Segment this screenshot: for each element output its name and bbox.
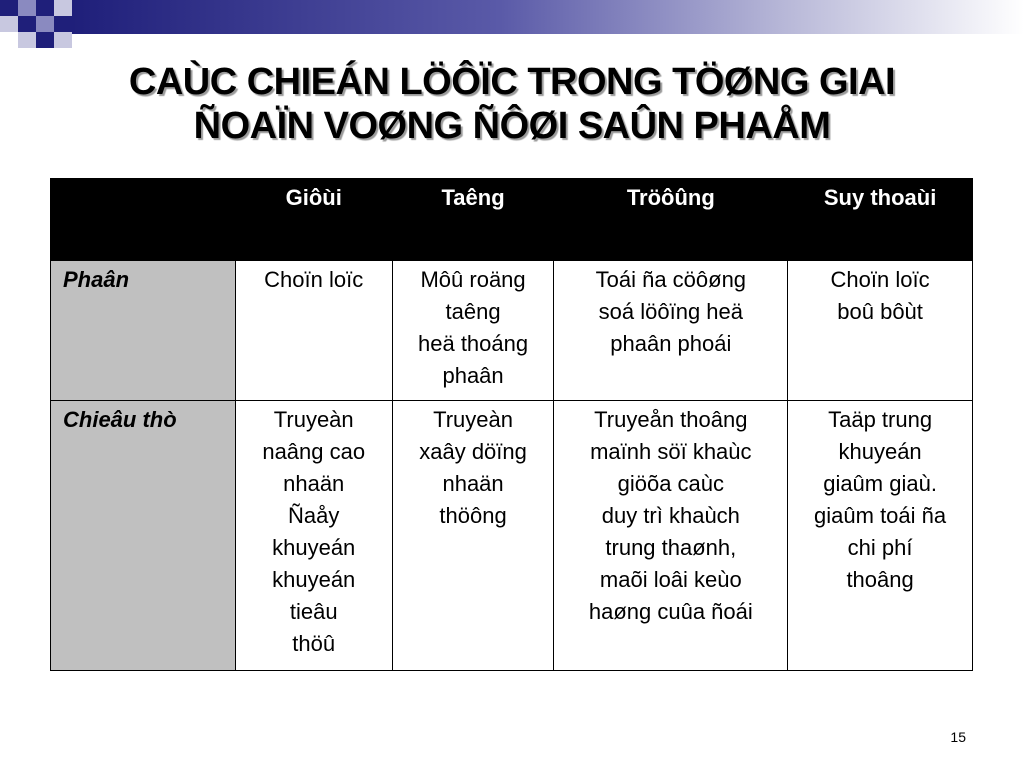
corner-decoration [0, 0, 1024, 64]
cell-line: Truyeån thoâng [594, 407, 748, 432]
decor-square [54, 32, 72, 48]
cell-line: Truyeàn [433, 407, 513, 432]
cell-line: thöû [292, 631, 336, 656]
decor-square [0, 0, 18, 16]
cell-line: tieâu [289, 599, 338, 624]
header-cell-suy-thoai: Suy thoaùi [788, 179, 973, 261]
row-label-phaan: Phaân [51, 261, 236, 401]
cell-line: duy trì khaùch [601, 503, 740, 528]
cell-line: khuyeán [272, 535, 356, 560]
table-cell [392, 401, 554, 671]
header-cell-gioi: Giôùi [235, 179, 392, 261]
cell-line: Choïn loïc [830, 267, 930, 292]
cell-line: phaân phoái [610, 331, 732, 356]
slide-number: 15 [950, 729, 966, 745]
decor-square [18, 16, 36, 32]
header-cell-empty [51, 179, 236, 261]
slide-title [40, 60, 984, 148]
table-cell [788, 261, 973, 401]
cell-line: maõi loâi keùo [599, 567, 742, 592]
cell-line: naâng cao [262, 439, 366, 464]
cell-line: Môû roäng [420, 267, 526, 292]
table-header-row [51, 179, 973, 261]
decor-square [0, 16, 18, 32]
table-cell [554, 401, 788, 671]
table-cell [788, 401, 973, 671]
table-cell [392, 261, 554, 401]
cell-line: nhaän [442, 471, 504, 496]
cell-line: Choïn loïc [264, 267, 364, 292]
cell-line: giaûm giaù. [823, 471, 937, 496]
cell-line: chi phí [847, 535, 913, 560]
table-cell [554, 261, 788, 401]
header-cell-taeng: Taêng [392, 179, 554, 261]
cell-line: Taäp trung [828, 407, 933, 432]
cell-line: giöõa caùc [617, 471, 725, 496]
cell-line: haøng cuûa ñoái [588, 599, 753, 624]
decor-square [18, 0, 36, 16]
cell-line: Truyeàn [273, 407, 354, 432]
header-cell-truong: Tröôûng [554, 179, 788, 261]
cell-line: soá löôïng heä [598, 299, 743, 324]
decor-square [36, 0, 54, 16]
slide-title-line-2: ÑOAÏN VOØNG ÑÔØI SAÛN PHAÅM [193, 105, 831, 147]
cell-line: heä thoáng [418, 331, 529, 356]
cell-line: xaây döïng [419, 439, 527, 464]
decor-square [36, 16, 54, 32]
cell-line: Ñaåy [288, 503, 340, 528]
table-row [51, 401, 973, 671]
top-gradient-bar [72, 0, 1024, 34]
slide-title-line-1: CAÙC CHIEÁN LÖÔÏC TRONG TÖØNG GIAI [128, 61, 896, 103]
decor-square [36, 32, 54, 48]
cell-line: giaûm toái ña [814, 503, 947, 528]
strategy-table [50, 178, 973, 671]
cell-line: khuyeán [838, 439, 922, 464]
cell-line: phaân [442, 363, 504, 388]
table-cell [235, 261, 392, 401]
cell-line: trung thaønh, [605, 535, 737, 560]
decor-square [54, 16, 72, 32]
cell-line: thoâng [846, 567, 914, 592]
decor-square [54, 0, 72, 16]
table-cell [235, 401, 392, 671]
cell-line: boû bôùt [837, 299, 923, 324]
cell-line: thöông [439, 503, 507, 528]
cell-line: taêng [445, 299, 501, 324]
cell-line: nhaän [283, 471, 345, 496]
row-label-chieu-thi: Chieâu thò [51, 401, 236, 671]
decor-square [18, 32, 36, 48]
table-row [51, 261, 973, 401]
cell-line: khuyeán [272, 567, 356, 592]
cell-line: Toái ña cöôøng [595, 267, 747, 292]
cell-line: maïnh söï khaùc [590, 439, 752, 464]
